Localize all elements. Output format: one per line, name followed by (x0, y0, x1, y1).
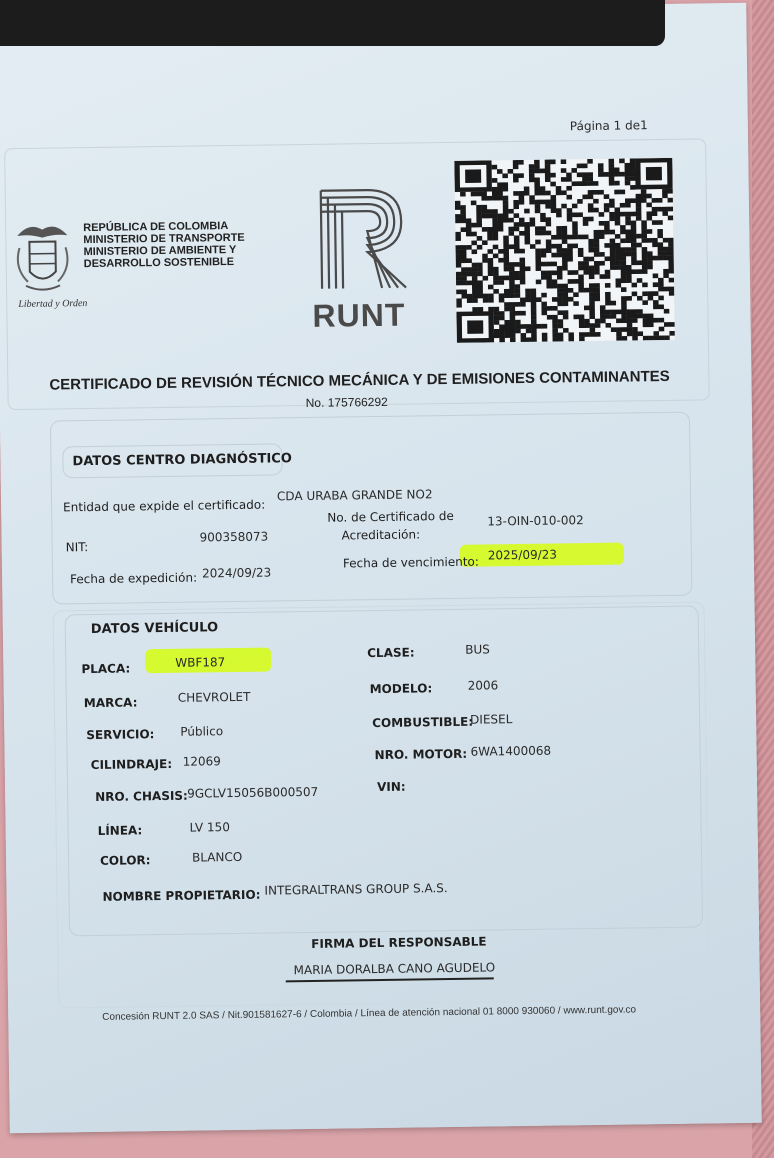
certificate-number: No. 175766292 (305, 394, 388, 410)
acreditacion-label: No. de Certificado de (327, 508, 454, 525)
propietario-label: NOMBRE PROPIETARIO: (102, 887, 261, 904)
expedicion-value: 2024/09/23 (201, 565, 272, 581)
combustible-label: COMBUSTIBLE: (372, 714, 474, 731)
propietario-value: INTEGRALTRANS GROUP S.A.S. (264, 881, 448, 898)
placa-value: WBF187 (175, 655, 226, 670)
firma-name: MARIA DORALBA CANO AGUDELO (293, 960, 496, 978)
vencimiento-value: 2025/09/23 (487, 547, 558, 563)
color-value: BLANCO (191, 849, 243, 865)
runt-wordmark: RUNT (312, 296, 406, 334)
issuer-line: DESARROLLO SOSTENIBLE (83, 255, 235, 271)
modelo-value: 2006 (467, 678, 499, 693)
marca-label: MARCA: (83, 695, 138, 711)
issuer-line: MINISTERIO DE AMBIENTE Y (83, 243, 237, 259)
vencimiento-label: Fecha de vencimiento: (342, 554, 479, 571)
clase-label: CLASE: (367, 645, 415, 661)
linea-label: LÍNEA: (97, 823, 143, 838)
linea-value: LV 150 (189, 820, 230, 835)
nit-value: 900358073 (199, 529, 269, 545)
expedicion-label: Fecha de expedición: (70, 570, 198, 587)
motor-value: 6WA1400068 (470, 743, 552, 759)
coat-of-arms-icon (9, 217, 76, 308)
chasis-label: NRO. CHASIS: (95, 788, 188, 804)
clipboard-clip (0, 0, 665, 46)
firma-label: FIRMA DEL RESPONSABLE (311, 934, 487, 951)
issuer-line: REPÚBLICA DE COLOMBIA (83, 220, 229, 235)
modelo-label: MODELO: (369, 681, 433, 697)
issuer-block (83, 220, 245, 270)
acreditacion-label-2: Acreditación: (341, 527, 421, 543)
runt-logo-icon (315, 184, 413, 295)
color-label: COLOR: (99, 853, 151, 868)
body-frame (53, 601, 710, 1008)
centro-heading: DATOS CENTRO DIAGNÓSTICO (72, 451, 292, 470)
qr-code (454, 158, 675, 343)
entidad-label: Entidad que expide el certificado: (63, 497, 266, 515)
acreditacion-value: 13-OIN-010-002 (487, 513, 584, 529)
footer: Concesión RUNT 2.0 SAS / Nit.901581627-6 / Colombia / Línea de atención nacional 01 8000 930060 / www.runt.gov.co (102, 1004, 637, 1023)
document-title: CERTIFICADO DE REVISIÓN TÉCNICO MECÁNICA Y DE EMISIONES CONTAMINANTES (49, 367, 670, 394)
motto: Libertad y Orden (18, 298, 88, 310)
servicio-value: Público (180, 724, 224, 739)
vehiculo-heading: DATOS VEHÍCULO (90, 620, 219, 638)
cilindraje-value: 12069 (182, 754, 221, 769)
clase-value: BUS (465, 642, 490, 657)
entidad-value: CDA URABA GRANDE NO2 (276, 487, 433, 504)
chasis-value: 9GCLV15056B000507 (187, 784, 319, 801)
cilindraje-label: CILINDRAJE: (90, 756, 173, 773)
motor-label: NRO. MOTOR: (374, 746, 468, 763)
vin-label: VIN: (376, 779, 406, 795)
certificate-page (0, 3, 762, 1133)
page-number: Página 1 de1 (569, 118, 648, 134)
issuer-line: MINISTERIO DE TRANSPORTE (83, 231, 245, 247)
placa-label: PLACA: (81, 661, 131, 677)
servicio-label: SERVICIO: (86, 727, 155, 743)
marca-value: CHEVROLET (177, 689, 251, 705)
nit-label: NIT: (65, 540, 89, 555)
combustible-value: DIESEL (470, 712, 513, 727)
